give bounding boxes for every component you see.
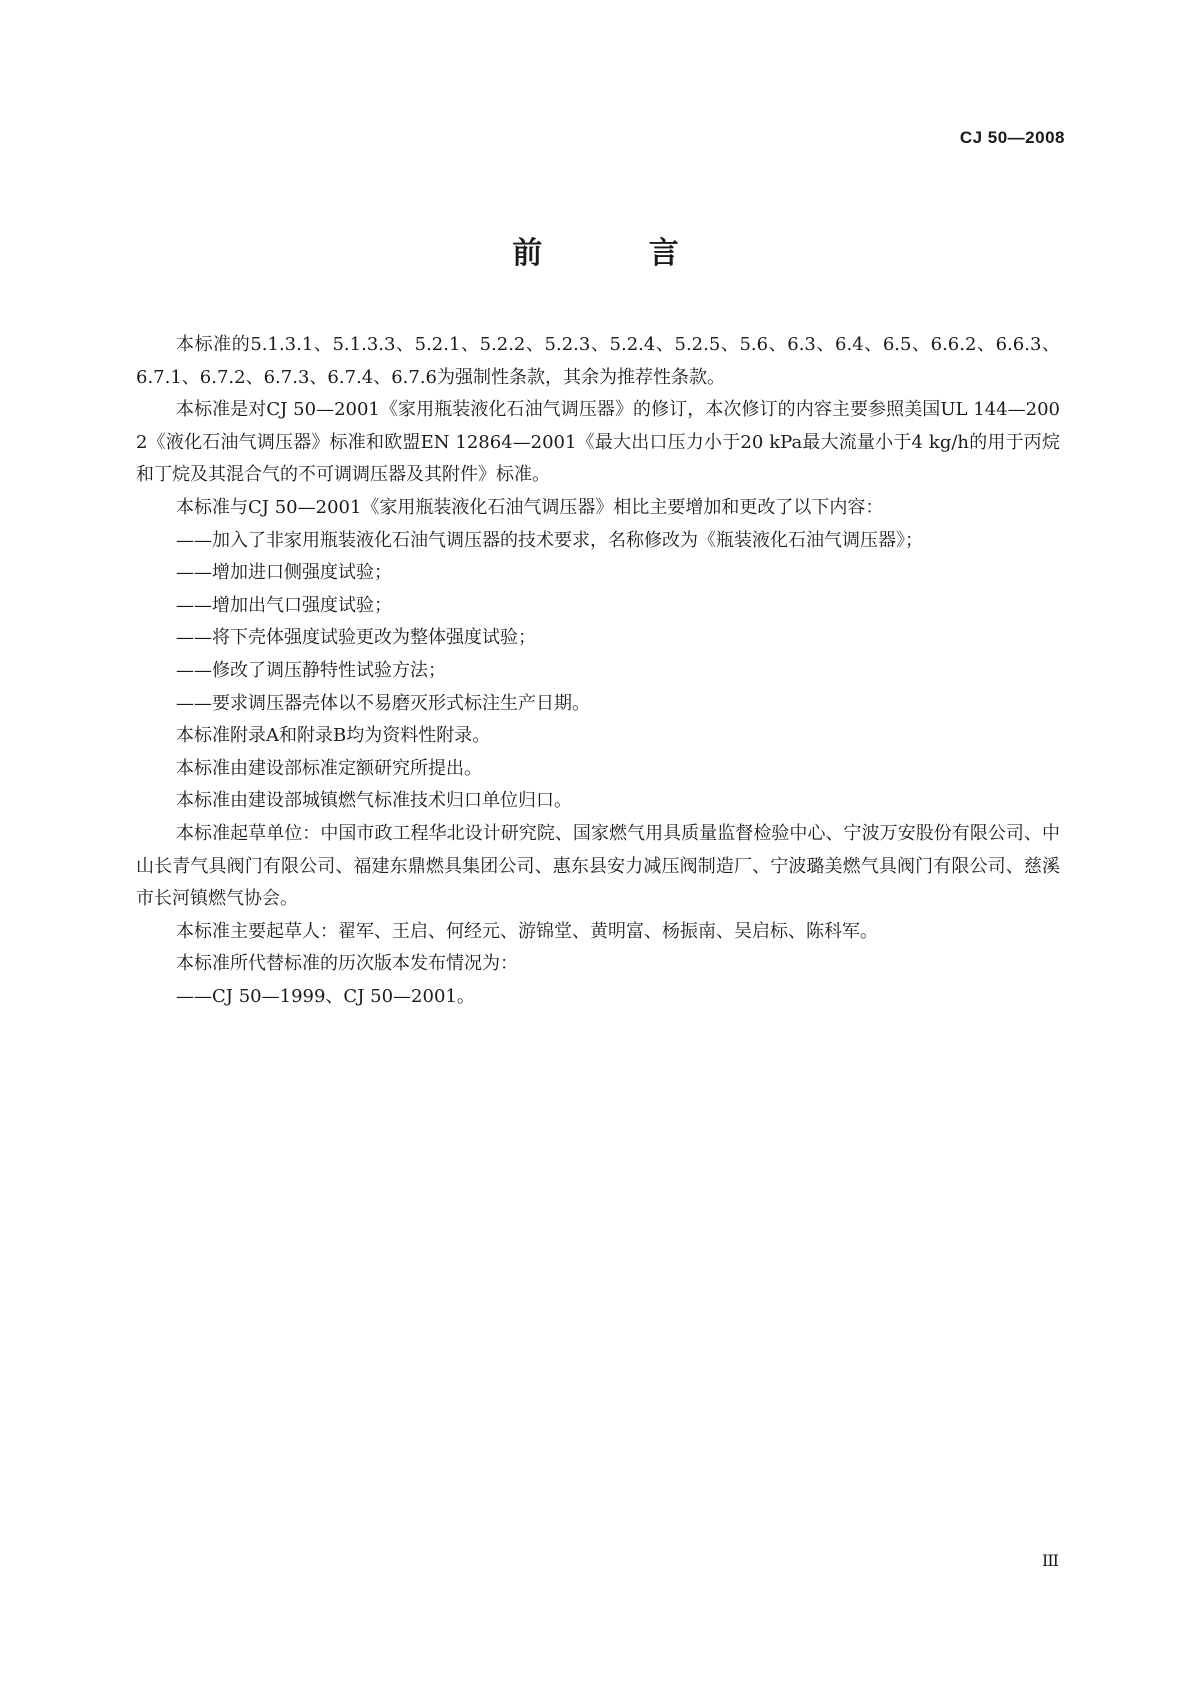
change-item: ——增加进口侧强度试验；	[176, 562, 392, 584]
page-number: III	[1042, 1551, 1058, 1570]
paragraph-appendices: 本标准附录A和附录B均为资料性附录。	[176, 725, 491, 747]
paragraph-mandatory-clauses: 本标准的5.1.3.1、5.1.3.3、5.2.1、5.2.2、5.2.3、5.2.4、5.2.5、5.6、6.3、6.4、6.5、6.6.2、6.6.3、6.7.1、6.7.2、6.7.3、6.7.4、6.7.6为强制性条款，其余为推荐性条款。	[136, 334, 1060, 388]
foreword-body	[136, 329, 1060, 1013]
paragraph-drafters: 本标准主要起草人：翟军、王启、何经元、游锦堂、黄明富、杨振南、吴启标、陈科军。	[176, 920, 878, 942]
change-item: ——将下壳体强度试验更改为整体强度试验；	[176, 627, 536, 649]
change-item: ——要求调压器壳体以不易磨灭形式标注生产日期。	[176, 692, 590, 714]
change-item: ——增加出气口强度试验；	[176, 594, 392, 616]
paragraph-proposer: 本标准由建设部标准定额研究所提出。	[176, 757, 482, 779]
standard-code-header: CJ 50—2008	[959, 128, 1065, 147]
change-item: ——修改了调压静特性试验方法；	[176, 659, 446, 681]
history-item: ——CJ 50—1999、CJ 50—2001。	[176, 985, 475, 1007]
page-title: 前 言	[512, 236, 727, 271]
paragraph-revision-basis: 本标准是对CJ 50—2001《家用瓶装液化石油气调压器》的修订，本次修订的内容主要参照美国UL 144—2002《液化石油气调压器》标准和欧盟EN 12864—2001《最大出口压力小于20 kPa最大流量小于4 kg/h的用于丙烷和丁烷及其混合气的不可调调压器及其附件》标准。	[136, 399, 1060, 486]
change-item: ——加入了非家用瓶装液化石油气调压器的技术要求，名称修改为《瓶装液化石油气调压器》；	[176, 529, 923, 551]
paragraph-administrator: 本标准由建设部城镇燃气标准技术归口单位归口。	[176, 790, 572, 812]
paragraph-drafting-units: 本标准起草单位：中国市政工程华北设计研究院、国家燃气用具质量监督检验中心、宁波万安股份有限公司、中山长青气具阀门有限公司、福建东鼎燃具集团公司、惠东县安力减压阀制造厂、宁波璐美燃气具阀门有限公司、慈溪市长河镇燃气协会。	[136, 822, 1060, 910]
paragraph-changes-intro: 本标准与CJ 50—2001《家用瓶装液化石油气调压器》相比主要增加和更改了以下内容：	[176, 496, 884, 518]
paragraph-history-intro: 本标准所代替标准的历次版本发布情况为：	[176, 953, 518, 975]
